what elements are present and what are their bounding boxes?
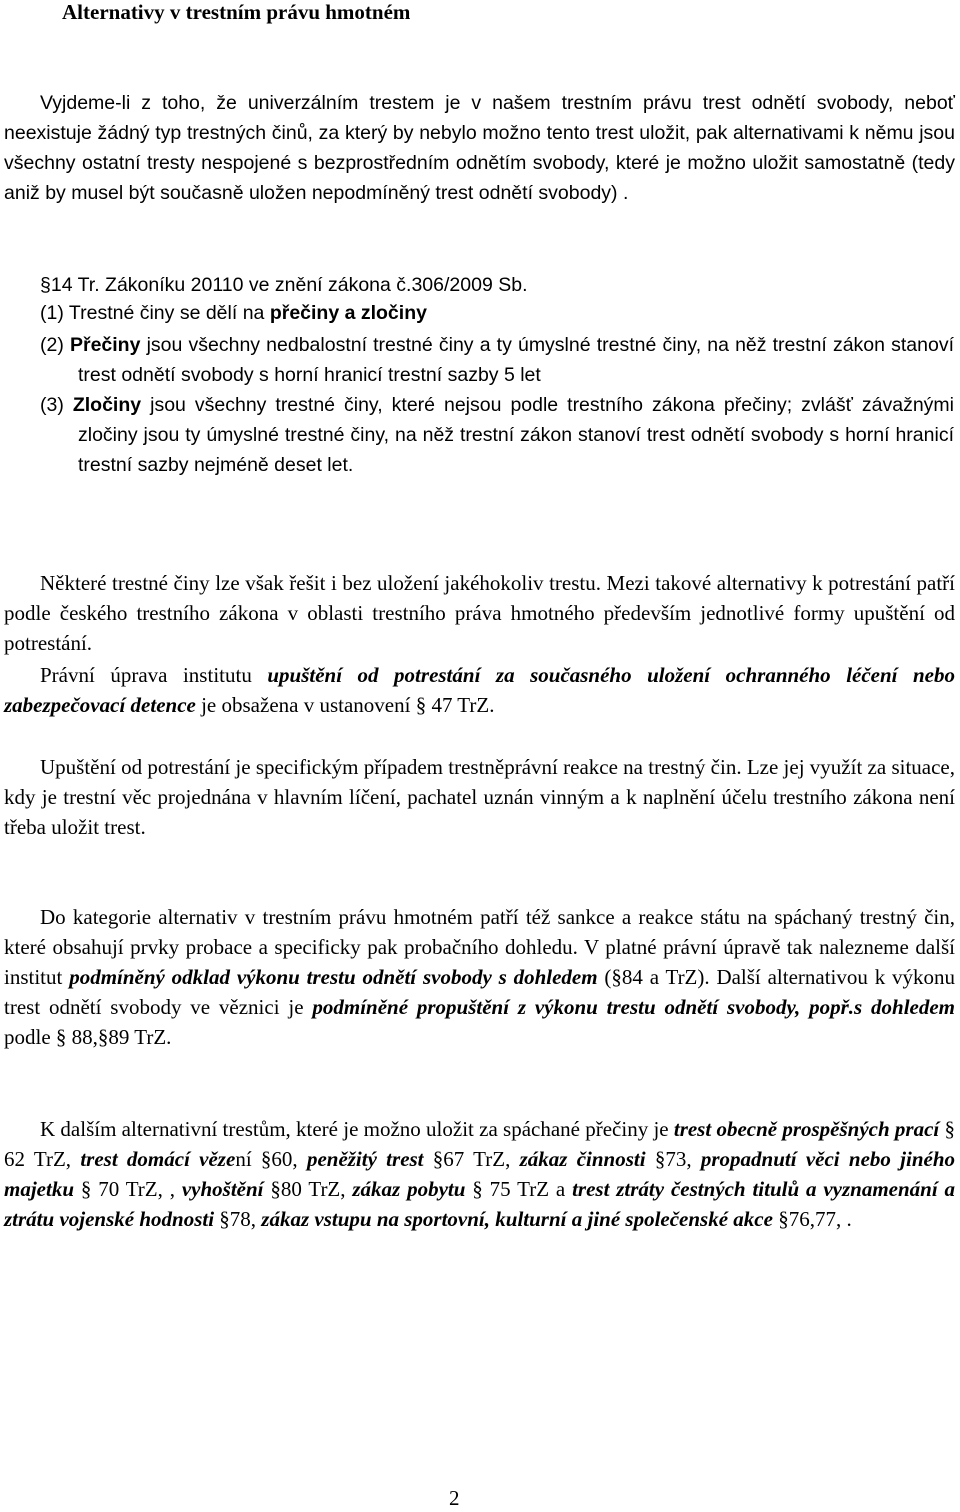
paragraph-specificky-pripad: Upuštění od potrestání je specifickým případem trestněprávní reakce na trestný čin. Lze jej využít za situace, kdy je trestní věc projednána v hlavním líčení, pachatel uznán vinným a k naplnění účelu trestního zákona není třeba uložit trest. bbox=[4, 755, 955, 839]
intro-paragraph: Vyjdeme-li z toho, že univerzálním trestem je v našem trestním právu trest odnětí svobody, neboť neexistuje žádný typ trestných činů, za který by nebylo možno tento trest uložit, pak alternativami k němu jsou všechny ostatní tresty nespojené s bezprostředním odnětím svobody, které je možno uložit samostatně (tedy aniž by musel být současně uložen nepodmíněný trest odnětí svobody) . bbox=[4, 92, 955, 204]
page-number: 2 bbox=[449, 1486, 460, 1510]
paragraph-alternativni-tresty: K dalším alternativní trestům, které je možno uložit za spáchané přečiny je trest obecně prospěšných prací § 62 TrZ, trest domácí vězení §60, peněžitý trest §67 TrZ, zákaz činnosti §73, propadnutí věci nebo jiného majetku § 70 TrZ, , vyhoštění §80 TrZ, zákaz pobytu § 75 TrZ a trest ztráty čestných titulů a vyznamenání a ztrátu vojenské hodnosti §78, zákaz vstupu na sportovní, kulturní a jiné společenské akce §76,77, . bbox=[4, 1117, 956, 1231]
paragraph-upusteni: Některé trestné činy lze však řešit i bez uložení jakéhokoliv trestu. Mezi takové alternativy k potrestání patří podle českého trestního zákona v oblasti trestního práva hmotného především jednotlivé formy upuštění od potrestání. bbox=[4, 571, 955, 655]
paragraph-ochranne-leceni: Právní úprava institutu upuštění od potrestání za současného uložení ochranného léčení nebo zabezpečovací detence je obsažena v ustanovení § 47 TrZ. bbox=[4, 663, 956, 717]
law-reference: §14 Tr. Zákoníku 20110 ve znění zákona č.306/2009 Sb. bbox=[40, 274, 528, 296]
paragraph-probace: Do kategorie alternativ v trestním právu hmotném patří též sankce a reakce státu na spáchaný trestný čin, které obsahují prvky probace a specificky pak probačního dohledu. V platné právní úpravě tak nalezneme další institut podmíněný odklad výkonu trestu odnětí svobody s dohledem (§84 a TrZ). Další alternativou k výkonu trest odnětí svobody ve věznici je podmíněné propuštění z výkonu trestu odnětí svobody, popř.s dohledem podle § 88,§89 TrZ. bbox=[4, 905, 956, 1049]
law-item-2: (2) Přečiny jsou všechny nedbalostní trestné činy a ty úmyslné trestné činy, na něž trestní zákon stanoví trest odnětí svobody s horní hranicí trestní sazby 5 let bbox=[40, 334, 955, 386]
law-item-1: (1) Trestné činy se dělí na přečiny a zločiny bbox=[40, 302, 427, 324]
law-item-3: (3) Zločiny jsou všechny trestné činy, které nejsou podle trestního zákona přečiny; zvlášť závažnými zločiny jsou ty úmyslné trestné činy, na něž trestní zákon stanoví trest odnětí svobody s horní hranicí trestní sazby nejméně deset let. bbox=[40, 394, 955, 476]
document-title: Alternativy v trestním právu hmotném bbox=[62, 0, 411, 24]
